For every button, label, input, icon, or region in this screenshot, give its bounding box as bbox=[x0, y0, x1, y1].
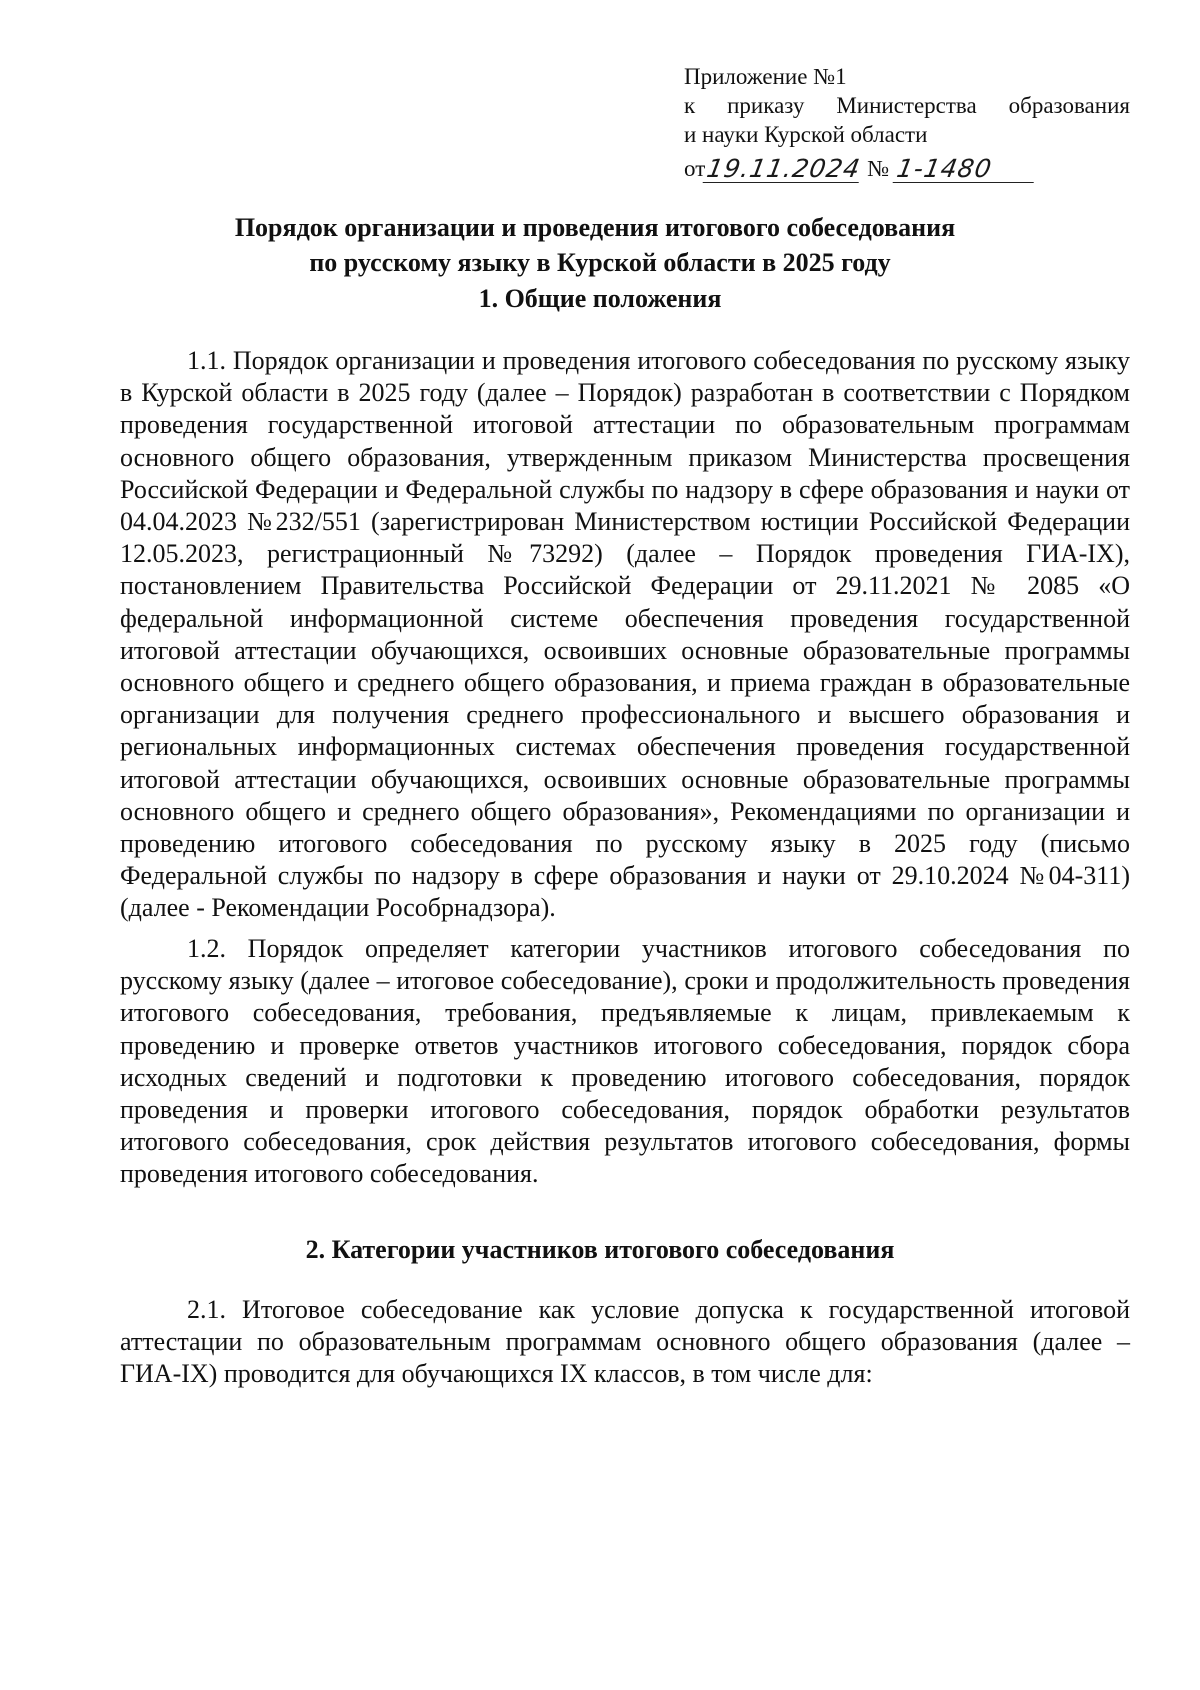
title-line-1: Порядок организации и проведения итогового собеседования bbox=[234, 213, 956, 242]
section-2-heading: 2. Категории участников итогового собеседования bbox=[305, 1235, 895, 1264]
approval-header bbox=[684, 62, 1130, 183]
order-word-3: Министерства bbox=[836, 93, 977, 118]
paragraph-2-1: 2.1. Итоговое собеседование как условие допуска к государственной итоговой аттестации по образовательным программам основного общего образования (далее – ГИА-IX) проводится для обучающихся IX классов, в том числе для: bbox=[120, 1295, 1130, 1389]
handwritten-order-number: 1-1480 bbox=[893, 156, 1039, 183]
ministry-line: и науки Курской области bbox=[684, 122, 928, 147]
number-sign: № bbox=[867, 156, 890, 181]
date-prefix: от bbox=[684, 156, 706, 181]
date-number-line bbox=[684, 149, 1130, 183]
order-word-1: к bbox=[684, 93, 696, 118]
order-reference-line bbox=[684, 91, 1130, 120]
document-title bbox=[0, 210, 1200, 280]
section-1-heading: 1. Общие положения bbox=[478, 284, 722, 313]
paragraph-1-2: 1.2. Порядок определяет категории участников итогового собеседования по русскому языку (далее – итоговое собеседование), сроки и продолжительность проведения итогового собеседования, требования, предъявляемые к лицам, привлекаемым к проведению и проверке ответов участников итогового собеседования, порядок сбора исходных сведений и подготовки к проведению итогового собеседования, порядок проведения и проверки итогового собеседования, порядок обработки результатов итогового собеседования, срок действия результатов итогового собеседования, формы проведения итогового собеседования. bbox=[120, 934, 1130, 1189]
order-word-2: приказу bbox=[727, 93, 805, 118]
appendix-label: Приложение №1 bbox=[684, 64, 847, 89]
paragraph-1-1: 1.1. Порядок организации и проведения итогового собеседования по русскому языку в Курской области в 2025 году (далее – Порядок) разработан в соответствии с Порядком проведения государственной итоговой аттестации по образовательным программам основного общего образования, утвержденным приказом Министерства просвещения Российской Федерации и Федеральной службы по надзору в сфере образования и науки от 04.04.2023 №232/551 (зарегистрирован Министерством юстиции Российской Федерации 12.05.2023, регистрационный №73292) (далее – Порядок проведения ГИА-IX), постановлением Правительства Российской Федерации от 29.11.2021 № 2085 «О федеральной информационной системе обеспечения проведения государственной итоговой аттестации обучающихся, освоивших основные образовательные программы основного общего и среднего общего образования, и приема граждан в образовательные организации для получения среднего профессионального и высшего образования и региональных информационных системах обеспечения проведения государственной итоговой аттестации обучающихся, освоивших основные образовательные программы основного общего и среднего общего образования», Рекомендациями по организации и проведению итогового собеседования по русскому языку в 2025 году (письмо Федеральной службы по надзору в сфере образования и науки от 29.10.2024 №04-311) (далее - Рекомендации Рособрнадзора). bbox=[120, 346, 1130, 923]
order-word-4: образования bbox=[1008, 93, 1130, 118]
handwritten-date: 19.11.2024 bbox=[704, 154, 864, 183]
title-line-2: по русскому языку в Курской области в 2025 году bbox=[309, 248, 891, 277]
